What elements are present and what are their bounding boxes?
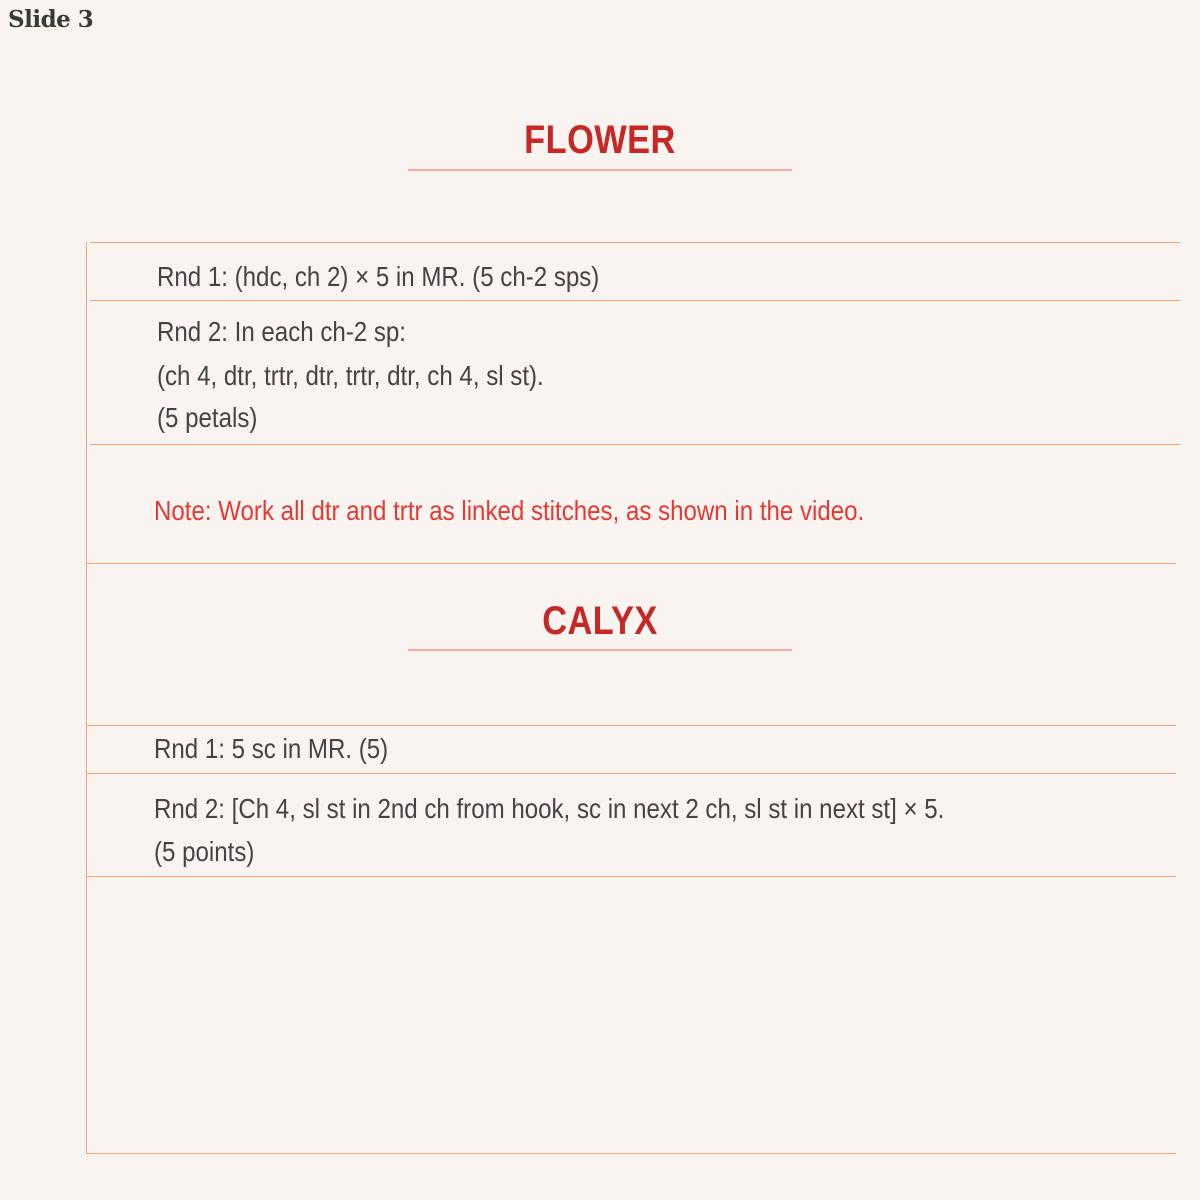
calyx-title-underline	[408, 649, 792, 651]
calyx-rnd1: Rnd 1: 5 sc in MR. (5)	[154, 733, 389, 764]
flower-note: Note: Work all dtr and trtr as linked stitches, as shown in the video.	[154, 495, 865, 526]
rule-1	[90, 242, 1180, 243]
flower-rnd2-line3: (5 petals)	[157, 402, 258, 433]
rule-5	[86, 725, 1176, 726]
rule-2	[90, 300, 1180, 301]
flower-rnd2-line2: (ch 4, dtr, trtr, dtr, trtr, dtr, ch 4, sl st).	[157, 360, 544, 391]
rule-8	[86, 1153, 1176, 1154]
flower-rnd2-line1: Rnd 2: In each ch-2 sp:	[157, 316, 406, 347]
flower-rnd1: Rnd 1: (hdc, ch 2) × 5 in MR. (5 ch-2 sps)	[157, 261, 600, 292]
calyx-rnd2-line1: Rnd 2: [Ch 4, sl st in 2nd ch from hook, sc in next 2 ch, sl st in next st] × 5.	[154, 793, 945, 824]
rule-7	[86, 876, 1176, 877]
rule-3	[90, 444, 1180, 445]
calyx-rnd2-line2: (5 points)	[154, 836, 255, 867]
flower-title: FLOWER	[524, 118, 676, 162]
rule-6	[86, 773, 1176, 774]
slide-label: Slide 3	[8, 6, 94, 33]
rule-4	[86, 563, 1176, 564]
flower-title-underline	[408, 169, 792, 171]
left-margin-rule	[86, 242, 87, 1154]
calyx-title: CALYX	[542, 599, 658, 643]
